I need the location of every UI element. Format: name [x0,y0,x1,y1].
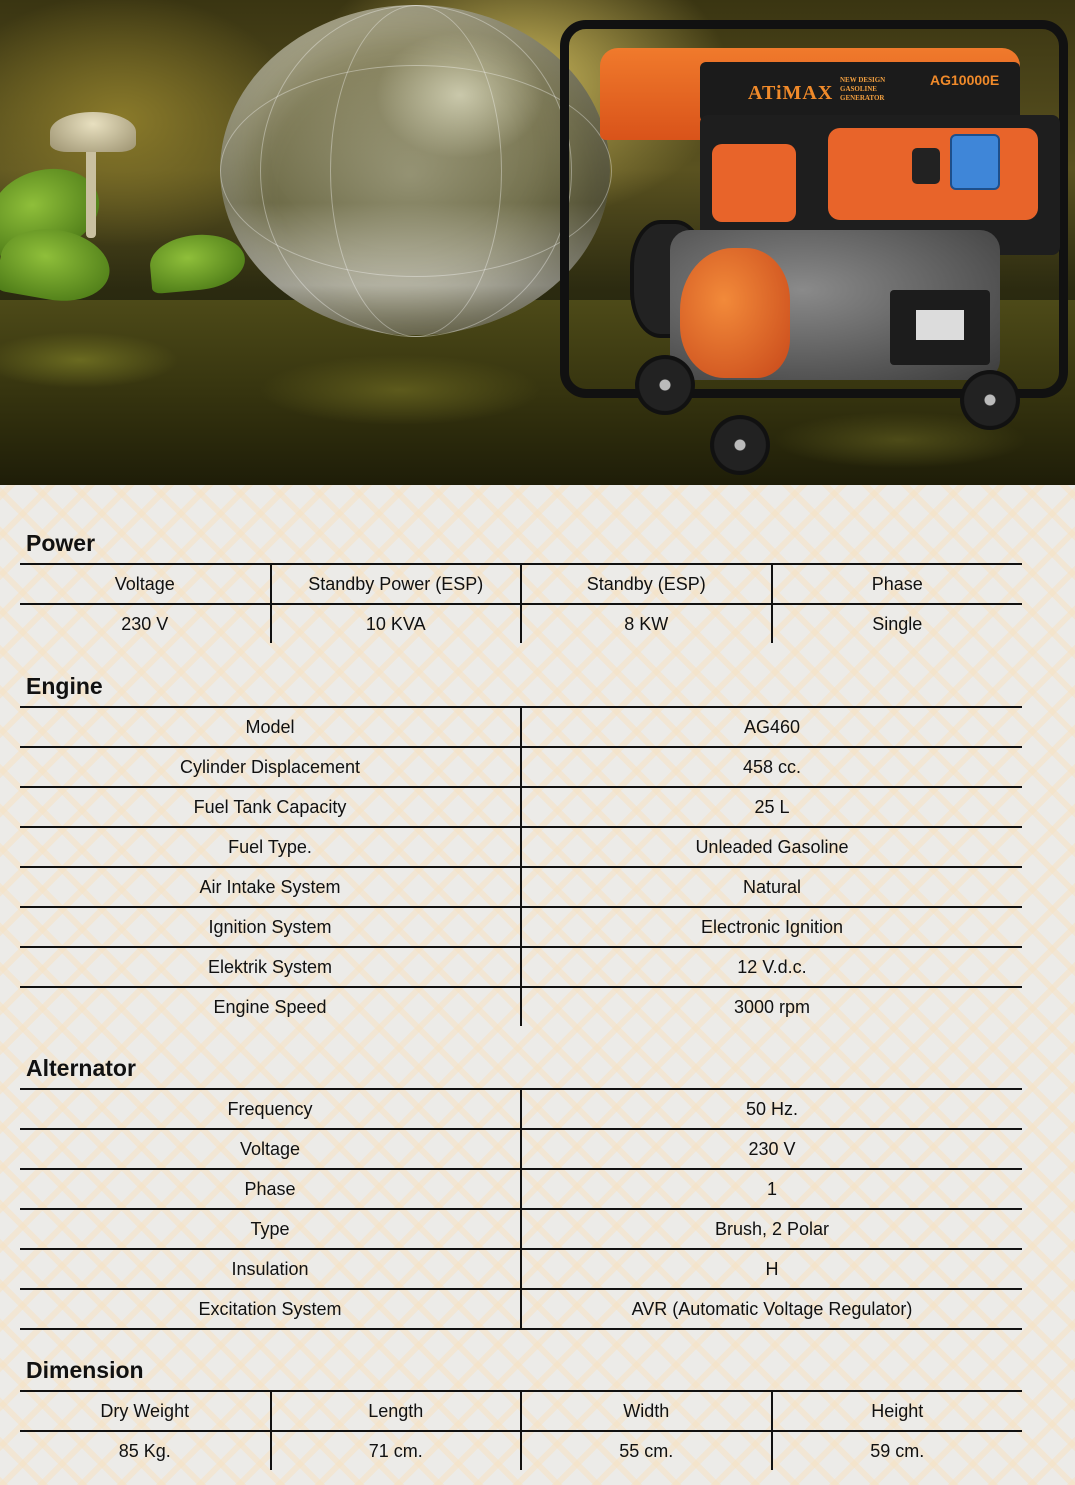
spec-value-cell: 12 V.d.c. [521,947,1022,987]
dimension-table [20,1390,1022,1470]
spec-label-cell: Insulation [20,1249,521,1289]
table-row [20,564,1022,604]
alternator-table [20,1088,1022,1330]
spec-label-cell: Engine Speed [20,987,521,1026]
generator-product [560,20,1075,480]
wheel-icon [710,415,770,475]
power-section-title: Power [26,530,96,556]
control-panel-left [712,144,796,222]
spec-label-cell: Ignition System [20,907,521,947]
blue-socket-icon [950,134,1000,190]
power-header-cell: Standby (ESP) [521,564,772,604]
mushroom [86,148,96,238]
power-header-cell: Voltage [20,564,271,604]
brand-logo: ATiMAX [748,82,834,104]
dimension-value-cell: 55 cm. [521,1431,772,1470]
spec-label-cell: Fuel Tank Capacity [20,787,521,827]
spec-label-cell: Elektrik System [20,947,521,987]
spec-label-cell: Voltage [20,1129,521,1169]
wheel-icon [960,370,1020,430]
leaf-decoration [0,221,115,309]
table-row [20,1289,1022,1329]
table-row [20,987,1022,1026]
power-table [20,563,1022,643]
spec-label-cell: Excitation System [20,1289,521,1329]
table-row [20,907,1022,947]
dimension-header-cell: Dry Weight [20,1391,271,1431]
table-row [20,1391,1022,1431]
dimension-header-cell: Length [271,1391,522,1431]
table-row [20,947,1022,987]
spec-value-cell: Brush, 2 Polar [521,1209,1022,1249]
spec-label-cell: Phase [20,1169,521,1209]
spec-value-cell: 230 V [521,1129,1022,1169]
power-value-cell: 10 KVA [271,604,522,643]
table-row [20,827,1022,867]
spec-label-cell: Cylinder Displacement [20,747,521,787]
glass-globe [220,5,610,335]
spec-value-cell: 50 Hz. [521,1089,1022,1129]
mushroom-cap [50,112,136,152]
table-row [20,707,1022,747]
spec-label-cell: Air Intake System [20,867,521,907]
spec-label-cell: Fuel Type. [20,827,521,867]
table-row [20,787,1022,827]
engine-section-title: Engine [26,673,103,699]
engine-cover [680,248,790,378]
spec-label-cell: Type [20,1209,521,1249]
table-row [20,604,1022,643]
spec-value-cell: 1 [521,1169,1022,1209]
table-row [20,747,1022,787]
spec-value-cell: Electronic Ignition [521,907,1022,947]
spec-value-cell: 3000 rpm [521,987,1022,1026]
power-value-cell: 8 KW [521,604,772,643]
table-row [20,1249,1022,1289]
spec-value-cell: Natural [521,867,1022,907]
alternator-section-title: Alternator [26,1055,136,1081]
battery-label [916,310,964,340]
spec-value-cell: AG460 [521,707,1022,747]
spec-value-cell: H [521,1249,1022,1289]
dimension-header-cell: Width [521,1391,772,1431]
table-row [20,867,1022,907]
table-row [20,1129,1022,1169]
dimension-section-title: Dimension [26,1357,144,1383]
dimension-header-cell: Height [772,1391,1023,1431]
generator-tagline: NEW DESIGN GASOLINE GENERATOR [840,76,886,102]
table-row [20,1169,1022,1209]
table-row [20,1089,1022,1129]
table-row [20,1209,1022,1249]
dimension-value-cell: 85 Kg. [20,1431,271,1470]
power-value-cell: 230 V [20,604,271,643]
wheel-icon [635,355,695,415]
spec-value-cell: 25 L [521,787,1022,827]
power-header-cell: Standby Power (ESP) [271,564,522,604]
dimension-value-cell: 59 cm. [772,1431,1023,1470]
engine-table [20,706,1022,1026]
spec-value-cell: Unleaded Gasoline [521,827,1022,867]
spec-value-cell: AVR (Automatic Voltage Regulator) [521,1289,1022,1329]
spec-label-cell: Model [20,707,521,747]
power-header-cell: Phase [772,564,1023,604]
socket-icon [912,148,940,184]
power-value-cell: Single [772,604,1023,643]
hero-image [0,0,1075,485]
table-row [20,1431,1022,1470]
dimension-value-cell: 71 cm. [271,1431,522,1470]
spec-label-cell: Frequency [20,1089,521,1129]
generator-model: AG10000E [930,72,1000,88]
leaf-decoration [148,231,247,294]
spec-value-cell: 458 cc. [521,747,1022,787]
